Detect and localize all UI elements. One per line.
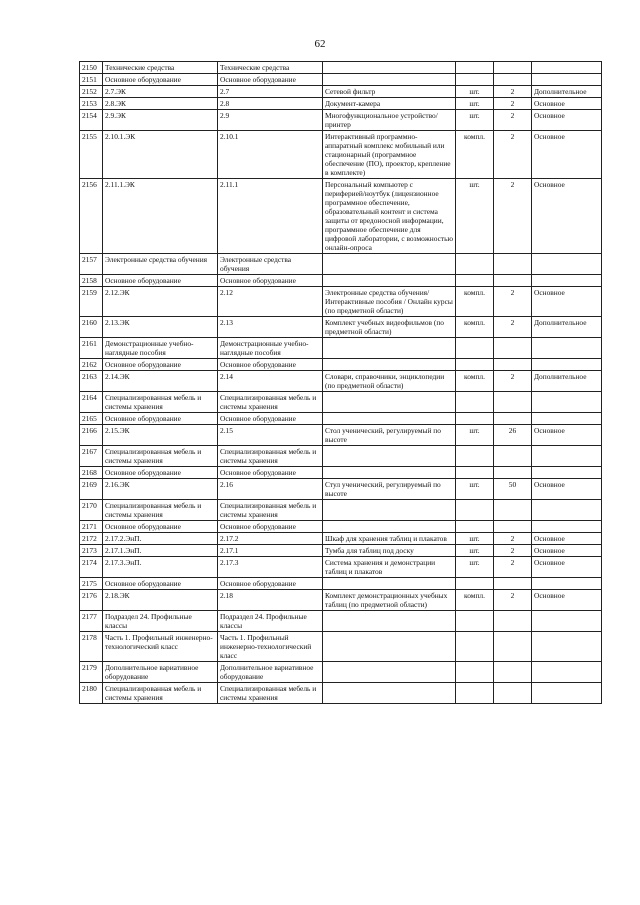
cell-unit [456,338,494,359]
cell-type: Основное [532,179,602,254]
cell-n: 2166 [80,425,103,446]
cell-type [532,446,602,467]
cell-ref: Основное оборудование [218,74,323,86]
cell-type [532,521,602,533]
cell-unit: шт. [456,98,494,110]
cell-unit [456,392,494,413]
table-row [80,392,602,413]
table-row [80,254,602,275]
cell-n: 2164 [80,392,103,413]
equipment-table [79,61,602,704]
cell-type: Дополнительное [532,86,602,98]
table-row [80,74,602,86]
cell-name [323,662,456,683]
cell-name: Персональный компьютер с периферией/ноутбук (лицензионное программное обеспечение, образовательный контент и система защиты от вредоносной информации, программное обеспечение для цифровой лаборатории, с возможностью онлайн-опроса [323,179,456,254]
cell-unit [456,254,494,275]
cell-name [323,413,456,425]
cell-type: Основное [532,287,602,317]
cell-qty: 2 [494,131,532,179]
cell-unit [456,632,494,662]
cell-unit [456,413,494,425]
cell-ref: 2.15 [218,425,323,446]
table-row [80,557,602,578]
cell-unit [456,611,494,632]
cell-code: 2.12.ЭК [103,287,218,317]
cell-name: Стул ученический, регулируемый по высоте [323,479,456,500]
table-row [80,533,602,545]
cell-n: 2163 [80,371,103,392]
cell-name [323,446,456,467]
cell-n: 2170 [80,500,103,521]
cell-ref: Основное оборудование [218,521,323,533]
cell-name [323,392,456,413]
cell-ref: Основное оборудование [218,275,323,287]
cell-ref: Специализированная мебель и системы хранения [218,683,323,704]
cell-unit: компл. [456,371,494,392]
cell-ref: Основное оборудование [218,467,323,479]
cell-name [323,254,456,275]
cell-unit: шт. [456,425,494,446]
cell-type [532,338,602,359]
cell-ref: Технические средства [218,62,323,74]
cell-ref: Электронные средства обучения [218,254,323,275]
cell-n: 2154 [80,110,103,131]
cell-qty [494,338,532,359]
cell-qty: 26 [494,425,532,446]
cell-name: Система хранения и демонстрации таблиц и плакатов [323,557,456,578]
cell-ref: Демонстрационные учебно-наглядные пособия [218,338,323,359]
cell-n: 2177 [80,611,103,632]
cell-n: 2171 [80,521,103,533]
cell-n: 2168 [80,467,103,479]
cell-unit [456,467,494,479]
cell-code: 2.14.ЭК [103,371,218,392]
cell-qty [494,662,532,683]
cell-ref: Основное оборудование [218,413,323,425]
cell-n: 2159 [80,287,103,317]
cell-ref: 2.10.1 [218,131,323,179]
table-row [80,317,602,338]
cell-code: 2.10.1.ЭК [103,131,218,179]
cell-code: Специализированная мебель и системы хранения [103,392,218,413]
cell-type [532,500,602,521]
cell-name [323,62,456,74]
cell-name: Тумба для таблиц под доску [323,545,456,557]
cell-n: 2160 [80,317,103,338]
cell-ref: 2.17.1 [218,545,323,557]
cell-code: 2.16.ЭК [103,479,218,500]
cell-qty [494,446,532,467]
cell-qty: 2 [494,98,532,110]
cell-ref: 2.17.3 [218,557,323,578]
cell-name [323,683,456,704]
cell-n: 2162 [80,359,103,371]
table-row [80,110,602,131]
cell-code: Демонстрационные учебно-наглядные пособия [103,338,218,359]
cell-unit: шт. [456,545,494,557]
cell-qty: 2 [494,533,532,545]
cell-type [532,632,602,662]
cell-unit [456,359,494,371]
cell-qty: 2 [494,371,532,392]
cell-unit: шт. [456,179,494,254]
table-row [80,413,602,425]
cell-qty [494,500,532,521]
table-row [80,425,602,446]
cell-code: Технические средства [103,62,218,74]
table-row [80,371,602,392]
cell-n: 2175 [80,578,103,590]
page-number: 62 [314,38,326,50]
cell-unit [456,275,494,287]
cell-code: Специализированная мебель и системы хранения [103,683,218,704]
cell-type [532,611,602,632]
cell-name [323,632,456,662]
cell-type: Основное [532,98,602,110]
cell-type: Основное [532,479,602,500]
cell-ref: Специализированная мебель и системы хранения [218,500,323,521]
cell-unit: компл. [456,590,494,611]
cell-name [323,359,456,371]
cell-code: Основное оборудование [103,359,218,371]
cell-n: 2150 [80,62,103,74]
cell-unit [456,521,494,533]
table-row [80,275,602,287]
table-row [80,545,602,557]
cell-n: 2153 [80,98,103,110]
cell-unit: компл. [456,287,494,317]
table-row [80,578,602,590]
cell-type [532,413,602,425]
cell-ref: Специализированная мебель и системы хранения [218,392,323,413]
cell-ref: Дополнительное вариативное оборудование [218,662,323,683]
cell-code: 2.15.ЭК [103,425,218,446]
cell-qty [494,632,532,662]
cell-unit: шт. [456,557,494,578]
cell-code: 2.17.2.ЭнП. [103,533,218,545]
cell-ref: 2.9 [218,110,323,131]
cell-name [323,467,456,479]
cell-code: Основное оборудование [103,521,218,533]
cell-n: 2157 [80,254,103,275]
cell-code: 2.18.ЭК [103,590,218,611]
table-row [80,359,602,371]
table-row [80,131,602,179]
cell-qty: 2 [494,179,532,254]
cell-name: Комплект демонстрационных учебных таблиц (по предметной области) [323,590,456,611]
cell-ref: 2.7 [218,86,323,98]
cell-code: 2.9.ЭК [103,110,218,131]
cell-ref: Основное оборудование [218,359,323,371]
cell-type [532,578,602,590]
cell-ref: Подраздел 24. Профильные классы [218,611,323,632]
cell-name: Сетевой фильтр [323,86,456,98]
cell-ref: Специализированная мебель и системы хранения [218,446,323,467]
cell-unit [456,62,494,74]
cell-n: 2156 [80,179,103,254]
cell-n: 2152 [80,86,103,98]
cell-type [532,62,602,74]
cell-type: Основное [532,425,602,446]
table-row [80,479,602,500]
cell-unit: шт. [456,86,494,98]
cell-ref: 2.12 [218,287,323,317]
cell-unit: шт. [456,110,494,131]
table-row [80,98,602,110]
cell-qty [494,521,532,533]
cell-n: 2155 [80,131,103,179]
cell-qty [494,683,532,704]
cell-type [532,467,602,479]
cell-qty: 2 [494,590,532,611]
cell-n: 2151 [80,74,103,86]
cell-code: Электронные средства обучения [103,254,218,275]
cell-unit: шт. [456,479,494,500]
cell-unit [456,683,494,704]
cell-qty [494,578,532,590]
table-row [80,611,602,632]
cell-name: Шкаф для хранения таблиц и плакатов [323,533,456,545]
cell-type: Дополнительное [532,371,602,392]
cell-type: Основное [532,545,602,557]
cell-n: 2180 [80,683,103,704]
cell-qty [494,413,532,425]
cell-type: Основное [532,590,602,611]
cell-code: 2.17.1.ЭнП. [103,545,218,557]
cell-ref: Часть 1. Профильный инженерно-технологический класс [218,632,323,662]
table-row [80,86,602,98]
cell-type: Основное [532,557,602,578]
cell-code: Специализированная мебель и системы хранения [103,446,218,467]
table-row [80,500,602,521]
table-row [80,632,602,662]
cell-ref: 2.18 [218,590,323,611]
table-row [80,521,602,533]
cell-name: Документ-камера [323,98,456,110]
cell-ref: 2.13 [218,317,323,338]
cell-name [323,338,456,359]
table-row [80,179,602,254]
table-row [80,62,602,74]
cell-n: 2172 [80,533,103,545]
cell-type [532,662,602,683]
table-row [80,446,602,467]
cell-qty [494,392,532,413]
cell-name [323,521,456,533]
cell-code: Основное оборудование [103,578,218,590]
cell-ref: Основное оборудование [218,578,323,590]
cell-n: 2169 [80,479,103,500]
cell-qty [494,74,532,86]
cell-code: Основное оборудование [103,467,218,479]
cell-ref: 2.14 [218,371,323,392]
cell-code: Основное оборудование [103,275,218,287]
cell-qty [494,611,532,632]
cell-code: 2.13.ЭК [103,317,218,338]
cell-ref: 2.8 [218,98,323,110]
cell-type: Основное [532,110,602,131]
cell-qty: 2 [494,317,532,338]
cell-name [323,275,456,287]
cell-name: Интерактивный программно-аппаратный комплекс мобильный или стационарный (программное обеспечение (ПО), проектор, крепление в комплекте) [323,131,456,179]
cell-ref: 2.17.2 [218,533,323,545]
cell-n: 2167 [80,446,103,467]
table-row [80,662,602,683]
cell-unit [456,662,494,683]
cell-qty: 50 [494,479,532,500]
cell-qty: 2 [494,86,532,98]
cell-n: 2176 [80,590,103,611]
cell-name [323,611,456,632]
cell-unit [456,446,494,467]
cell-name: Многофункциональное устройство/принтер [323,110,456,131]
cell-code: Дополнительное вариативное оборудование [103,662,218,683]
table-row [80,467,602,479]
cell-unit [456,74,494,86]
table-row [80,338,602,359]
cell-unit [456,500,494,521]
cell-type [532,275,602,287]
cell-name: Словари, справочники, энциклопедии (по предметной области) [323,371,456,392]
cell-qty [494,359,532,371]
cell-n: 2173 [80,545,103,557]
cell-qty: 2 [494,545,532,557]
cell-unit [456,578,494,590]
cell-qty: 2 [494,110,532,131]
cell-qty [494,62,532,74]
cell-n: 2165 [80,413,103,425]
cell-code: 2.11.1.ЭК [103,179,218,254]
table-row [80,590,602,611]
cell-code: 2.8.ЭК [103,98,218,110]
cell-n: 2179 [80,662,103,683]
cell-n: 2158 [80,275,103,287]
cell-name [323,578,456,590]
cell-ref: 2.11.1 [218,179,323,254]
cell-code: Специализированная мебель и системы хранения [103,500,218,521]
cell-code: 2.7.ЭК [103,86,218,98]
cell-n: 2174 [80,557,103,578]
cell-n: 2161 [80,338,103,359]
cell-type [532,254,602,275]
table-row [80,287,602,317]
cell-name [323,500,456,521]
cell-name: Электронные средства обучения/Интерактивные пособия / Онлайн курсы (по предметной области) [323,287,456,317]
cell-unit: компл. [456,131,494,179]
cell-qty: 2 [494,557,532,578]
cell-name [323,74,456,86]
cell-qty [494,254,532,275]
table-row [80,683,602,704]
cell-type [532,683,602,704]
cell-qty [494,467,532,479]
cell-type [532,392,602,413]
cell-unit: компл. [456,317,494,338]
cell-code: 2.17.3.ЭнП. [103,557,218,578]
cell-code: Основное оборудование [103,413,218,425]
cell-code: Часть 1. Профильный инженерно-технологический класс [103,632,218,662]
cell-code: Основное оборудование [103,74,218,86]
cell-qty: 2 [494,287,532,317]
cell-type: Основное [532,131,602,179]
cell-name: Комплект учебных видеофильмов (по предметной области) [323,317,456,338]
cell-type [532,359,602,371]
cell-type: Основное [532,533,602,545]
cell-ref: 2.16 [218,479,323,500]
cell-unit: шт. [456,533,494,545]
cell-type: Дополнительное [532,317,602,338]
cell-code: Подраздел 24. Профильные классы [103,611,218,632]
cell-qty [494,275,532,287]
cell-type [532,74,602,86]
cell-n: 2178 [80,632,103,662]
cell-name: Стол ученический, регулируемый по высоте [323,425,456,446]
